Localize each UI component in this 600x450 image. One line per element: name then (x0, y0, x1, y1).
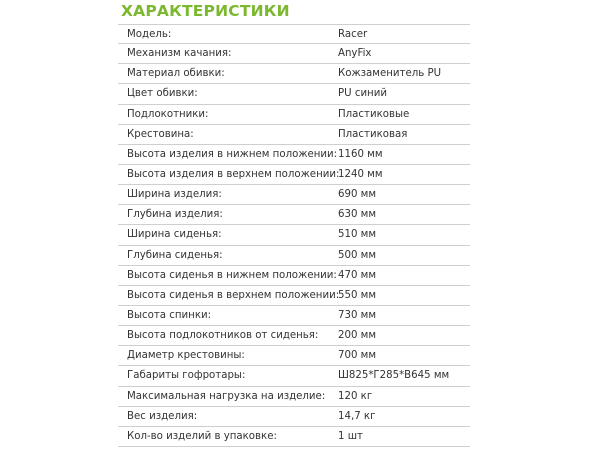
spec-label: Глубина сиденья: (127, 249, 223, 261)
table-row (118, 266, 470, 286)
table-row (118, 326, 470, 346)
spec-value: 120 кг (338, 390, 373, 402)
table-row (118, 427, 470, 447)
page-title: ХАРАКТЕРИСТИКИ (121, 2, 290, 20)
spec-value: PU синий (338, 88, 387, 100)
spec-label: Цвет обивки: (127, 88, 198, 100)
spec-label: Глубина изделия: (127, 209, 223, 221)
spec-label: Высота подлокотников от сиденья: (127, 330, 319, 342)
table-row (118, 407, 470, 427)
spec-value: Пластиковые (338, 108, 410, 120)
table-row (118, 84, 470, 104)
spec-label: Высота сиденья в нижнем положении: (127, 269, 337, 281)
spec-label: Высота изделия в верхнем положении: (127, 168, 340, 180)
table-row (118, 366, 470, 386)
spec-value: 500 мм (338, 249, 377, 261)
spec-value: Ш825*Г285*В645 мм (338, 370, 450, 382)
spec-value: 14,7 кг (338, 410, 376, 422)
spec-label: Ширина изделия: (127, 189, 222, 201)
spec-label: Высота сиденья в верхнем положении: (127, 289, 340, 301)
spec-label: Подлокотники: (127, 108, 209, 120)
spec-value: AnyFix (338, 48, 372, 60)
spec-value: 510 мм (338, 229, 377, 241)
spec-label: Высота изделия в нижнем положении: (127, 148, 338, 160)
spec-label: Кол-во изделий в упаковке: (127, 430, 277, 442)
spec-value: 690 мм (338, 189, 377, 201)
table-row (118, 64, 470, 84)
spec-table (118, 24, 470, 447)
table-row (118, 346, 470, 366)
spec-value: Кожзаменитель PU (338, 68, 442, 80)
spec-label: Материал обивки: (127, 68, 225, 80)
table-row (118, 246, 470, 266)
table-row (118, 145, 470, 165)
table-row (118, 225, 470, 245)
spec-value: Racer (338, 29, 368, 40)
table-row (118, 387, 470, 407)
spec-value: Пластиковая (338, 128, 408, 140)
table-row (118, 44, 470, 64)
table-row (118, 165, 470, 185)
table-row (118, 125, 470, 145)
spec-value: 1160 мм (338, 148, 383, 160)
table-row (118, 286, 470, 306)
spec-value: 730 мм (338, 309, 377, 321)
spec-value: 700 мм (338, 350, 377, 362)
spec-label: Высота спинки: (127, 309, 212, 321)
spec-label: Модель: (127, 29, 172, 40)
spec-value: 550 мм (338, 289, 377, 301)
table-row (118, 185, 470, 205)
table-row (118, 105, 470, 125)
spec-value: 1 шт (338, 430, 363, 442)
table-row (118, 205, 470, 225)
table-row (118, 24, 470, 44)
spec-value: 470 мм (338, 269, 377, 281)
spec-label: Механизм качания: (127, 48, 232, 60)
spec-label: Максимальная нагрузка на изделие: (127, 390, 326, 402)
table-row (118, 306, 470, 326)
spec-label: Габариты гофротары: (127, 370, 246, 382)
spec-label: Вес изделия: (127, 410, 198, 422)
spec-value: 630 мм (338, 209, 377, 221)
spec-label: Крестовина: (127, 128, 194, 140)
spec-label: Ширина сиденья: (127, 229, 222, 241)
spec-label: Диаметр крестовины: (127, 350, 245, 362)
spec-value: 200 мм (338, 330, 377, 342)
spec-value: 1240 мм (338, 168, 383, 180)
